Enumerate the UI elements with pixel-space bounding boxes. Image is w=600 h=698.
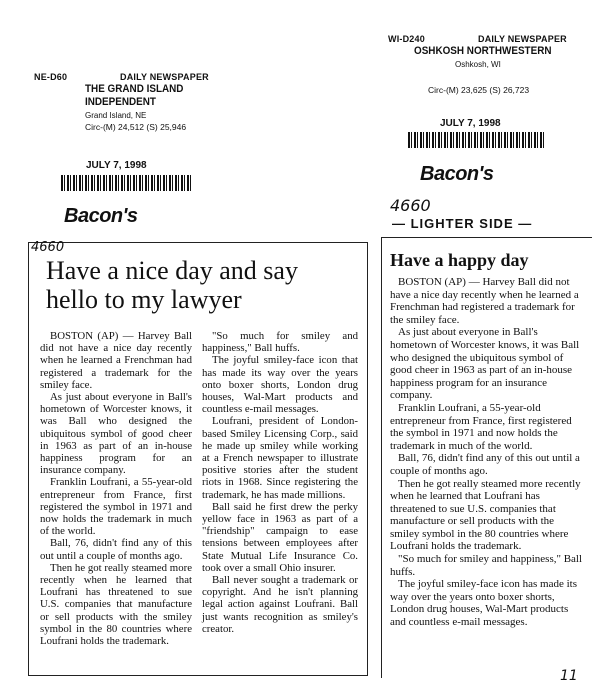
right-paper-circulation: Circ-(M) 23,625 (S) 26,723 (428, 85, 530, 95)
right-column (390, 276, 586, 629)
left-c1-p1: BOSTON (AP) — Harvey Ball did not have a nice day recently when he learned a Frenchman had registered a trademark for the smiley face. (40, 330, 192, 391)
left-c2-p1: "So much for smiley and happiness," Ball huffs. (202, 330, 358, 355)
right-headline: Have a happy day (390, 250, 529, 270)
left-clip-tag: NE-D60 (34, 72, 68, 82)
left-paper-circulation: Circ-(M) 24,512 (S) 25,946 (85, 122, 187, 132)
left-c1-p3: Franklin Loufrani, a 55-year-old entrepreneur from France, first registered the symbol in 1971 and now holds the trademark in much of the world. (40, 476, 192, 538)
left-c1-p4: Ball, 76, didn't find any of this out until a couple of months ago. (40, 537, 192, 562)
page-mark: 11 (560, 668, 578, 684)
right-hand-number: 4660 (390, 196, 431, 215)
left-barcode (61, 175, 193, 191)
left-c2-p2: The joyful smiley-face icon that has made its way over the years onto boxer shorts, London drug houses, Wal-Mart products and countless e-mail messages. (202, 354, 358, 416)
right-section-label: — LIGHTER SIDE — (392, 216, 533, 231)
right-paper-name: OSHKOSH NORTHWESTERN (414, 45, 552, 57)
left-c2-p3: Loufrani, president of London-based Smiley Licensing Corp., said he made up smiley while working at a French newspaper to illustrate positive stories after the student riots in 1968. Since registering the trademark, he has made millions. (202, 415, 358, 501)
left-c2-p4: Ball said he first drew the perky yellow face in 1963 as part of a "friendship" campaign to ease tensions between employees after State Mutual Life Insurance Co. took over a small Ohio insurer. (202, 500, 358, 574)
left-clip-date: JULY 7, 1998 (86, 160, 147, 171)
left-paper-name-line2: INDEPENDENT (85, 96, 156, 108)
left-column-2 (202, 330, 358, 635)
right-p5: Then he got really steamed more recently when he learned that Loufrani has threatened to sue U.S. companies that manufacture or sell products with the smiley symbol in the 80 countries where Loufrani holds the trademark. (390, 477, 581, 553)
right-bacons-logo: Bacon's (420, 163, 494, 185)
left-c1-p2: As just about everyone in Ball's hometown of Worcester knows, it was Ball who designed the ubiquitous symbol of good cheer in 1963 as part of an in-house happiness program for an insurance company. (40, 391, 192, 477)
left-paper-location: Grand Island, NE (85, 111, 147, 120)
left-clip-category: DAILY NEWSPAPER (120, 72, 209, 82)
right-p2: As just about everyone in Ball's hometown of Worcester knows, it was Ball who designed the ubiquitous symbol of good cheer in 1963 as part of an in-house happiness program for an insurance company. (390, 326, 580, 402)
left-c1-p5: Then he got really steamed more recently when he learned that Loufrani has threatened to sue U.S. companies that manufacture or sell products with the smiley symbol in the 80 countries where Loufrani holds the trademark. (40, 561, 192, 648)
right-clip-tag: WI-D240 (388, 34, 425, 44)
right-p6: "So much for smiley and happiness," Ball huffs. (390, 553, 583, 578)
right-p7: The joyful smiley-face icon has made its way over the years onto boxer shorts, London drug houses, Wal-Mart products and countless e-mail messages. (390, 578, 577, 629)
right-clip-category: DAILY NEWSPAPER (478, 34, 567, 44)
left-column-1 (40, 330, 192, 647)
right-paper-location: Oshkosh, WI (455, 60, 501, 69)
right-p4: Ball, 76, didn't find any of this out until a couple of months ago. (390, 452, 580, 477)
left-hand-number: 4660 (31, 240, 65, 255)
right-barcode (408, 132, 544, 148)
left-paper-name-line1: THE GRAND ISLAND (85, 83, 184, 95)
left-headline: Have a nice day and say hello to my lawyer (46, 256, 298, 314)
right-p3: Franklin Loufrani, a 55-year-old entrepreneur from France, first registered the symbol in 1971 and now holds the trademark in much of the world. (390, 401, 572, 452)
left-c2-p5: Ball never sought a trademark or copyright. And he isn't planning legal action against Loufrani. Ball just wants recognition as smiley's creator. (202, 574, 358, 635)
right-clip-date: JULY 7, 1998 (440, 118, 501, 129)
left-bacons-logo: Bacon's (64, 205, 138, 227)
right-p1: BOSTON (AP) — Harvey Ball did not have a nice day recently when he learned a Frenchman had registered a trademark for the smiley face. (390, 276, 579, 326)
